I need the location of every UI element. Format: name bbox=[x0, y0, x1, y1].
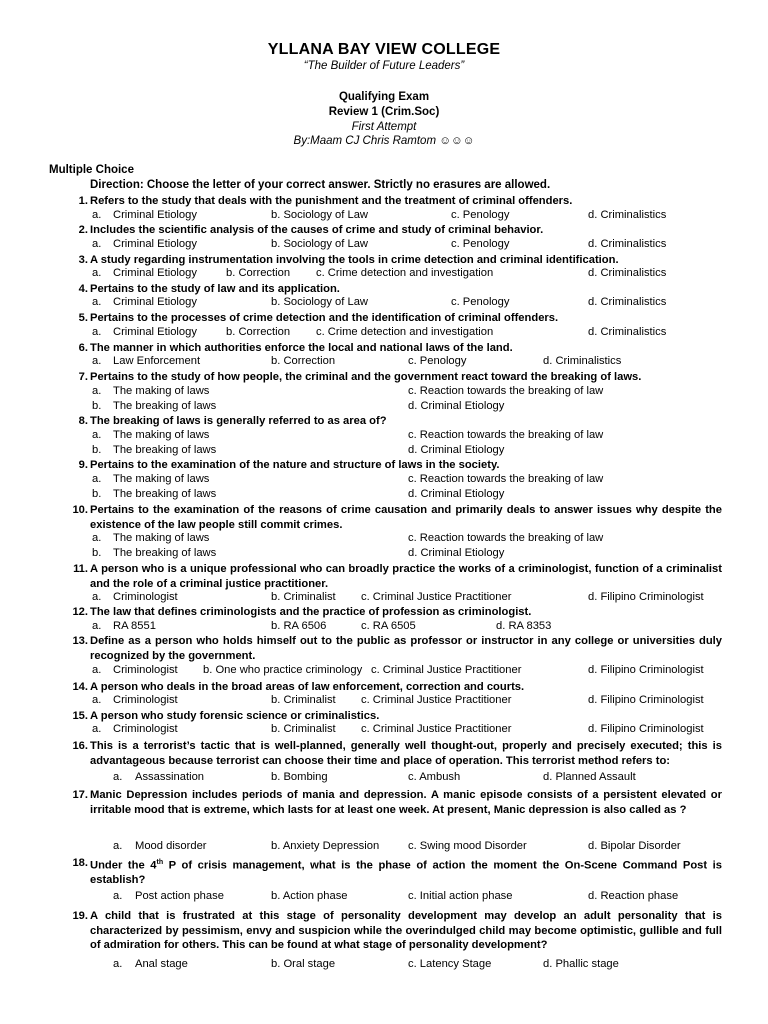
question-number: 9. bbox=[78, 459, 88, 471]
option-text: c. Crime detection and investigation bbox=[316, 267, 494, 279]
question-5 bbox=[66, 311, 722, 326]
option-text: Anal stage bbox=[135, 958, 188, 970]
option-text: Criminal Etiology bbox=[113, 326, 197, 338]
option-text: The making of laws bbox=[113, 532, 210, 544]
option-text: Criminologist bbox=[113, 694, 178, 706]
question-text: This is a terrorist’s tactic that is well-planned, generally well thought-out, properly and precisely executed; this is advantageous because terrorist can choose their time and place of operation. This terrorist method refers to: bbox=[90, 740, 722, 767]
review-title: Review 1 (Crim.Soc) bbox=[328, 106, 440, 118]
option-text: b. Sociology of Law bbox=[271, 296, 369, 308]
option-text: b. Criminalist bbox=[271, 694, 336, 706]
option-letter: a. bbox=[113, 958, 123, 970]
option-text: The breaking of laws bbox=[113, 547, 217, 559]
question-text: Define as a person who holds himself out to the public as professor or instructor in any college or universities duly recognized by the government. bbox=[90, 635, 722, 662]
question-text: The law that defines criminologists and the practice of profession as criminologist. bbox=[90, 606, 532, 618]
option-text: Criminologist bbox=[113, 723, 178, 735]
question-text: Pertains to the processes of crime detection and the identification of criminal offenders. bbox=[90, 312, 559, 324]
option-text: c. Criminal Justice Practitioner bbox=[361, 723, 512, 735]
option-letter: b. bbox=[92, 547, 102, 559]
option-text: b. Action phase bbox=[271, 890, 348, 902]
question-text: Manic Depression includes periods of mania and depression. A manic episode consists of a persistent elevated or irritable mood that is extreme, which lasts for at least one week. At present, Manic depression is also called as ? bbox=[90, 789, 722, 816]
question-11 bbox=[66, 562, 722, 591]
option-text: b. Correction bbox=[271, 355, 336, 367]
option-letter: b. bbox=[92, 400, 102, 412]
question-number: 14. bbox=[72, 681, 88, 693]
option-text: d. Planned Assault bbox=[543, 771, 636, 783]
question-number: 8. bbox=[78, 415, 88, 427]
option-letter: a. bbox=[92, 355, 102, 367]
option-text: b. Sociology of Law bbox=[271, 238, 369, 250]
question-18 bbox=[66, 856, 722, 888]
question-14 bbox=[66, 680, 722, 695]
option-letter: a. bbox=[92, 591, 102, 603]
option-text: The making of laws bbox=[113, 473, 210, 485]
option-letter: a. bbox=[113, 840, 123, 852]
question-6 bbox=[66, 341, 722, 356]
option-text: b. Criminalist bbox=[271, 723, 336, 735]
question-text: A child that is frustrated at this stage of personality development may develop an adult personality that is characterized by pessimism, envy and suspicion while the overindulged child may become optimistic, gullible and full of admiration for others. This can be found at what stage of personality development? bbox=[90, 910, 722, 952]
question-text: A person who is a unique professional who can broadly practice the works of a criminologist, function of a criminalist and the role of a criminal justice practitioner. bbox=[90, 563, 722, 590]
option-text: d. Criminalistics bbox=[588, 296, 667, 308]
option-text: c. Reaction towards the breaking of law bbox=[408, 473, 604, 485]
question-3 bbox=[66, 253, 722, 268]
question-number: 5. bbox=[78, 312, 88, 324]
option-text: c. Criminal Justice Practitioner bbox=[371, 664, 522, 676]
option-text: The breaking of laws bbox=[113, 488, 217, 500]
option-text: b. Sociology of Law bbox=[271, 209, 369, 221]
option-text: d. Criminal Etiology bbox=[408, 400, 505, 412]
option-letter: a. bbox=[92, 296, 102, 308]
question-number: 2. bbox=[78, 224, 88, 236]
option-text: d. Criminalistics bbox=[588, 238, 667, 250]
question-text: A person who study forensic science or criminalistics. bbox=[90, 710, 380, 722]
question-number: 12. bbox=[72, 606, 88, 618]
option-letter: a. bbox=[92, 385, 102, 397]
question-text: Pertains to the study of how people, the criminal and the government react toward the breaking of laws. bbox=[90, 371, 642, 383]
question-13 bbox=[66, 634, 722, 663]
question-text: The breaking of laws is generally referred to as area of? bbox=[90, 415, 387, 427]
question-16 bbox=[66, 739, 722, 768]
option-text: d. Criminalistics bbox=[543, 355, 622, 367]
attempt-label: First Attempt bbox=[351, 121, 417, 133]
question-text: Refers to the study that deals with the punishment and the treatment of criminal offenders. bbox=[90, 195, 573, 207]
option-text: d. Criminalistics bbox=[588, 326, 667, 338]
question-number: 19. bbox=[72, 910, 88, 922]
question-7 bbox=[66, 370, 722, 385]
option-letter: a. bbox=[113, 890, 123, 902]
option-text: Post action phase bbox=[135, 890, 224, 902]
question-4 bbox=[66, 282, 722, 297]
option-text: c. RA 6505 bbox=[361, 620, 416, 632]
question-text: Under the 4th P of crisis management, what is the phase of action the moment the On-Scene Command Post is establish? bbox=[90, 859, 723, 887]
option-text: Criminal Etiology bbox=[113, 209, 197, 221]
question-text: A person who deals in the broad areas of law enforcement, correction and courts. bbox=[90, 681, 525, 693]
option-text: c. Latency Stage bbox=[408, 958, 492, 970]
option-text: d. Bipolar Disorder bbox=[588, 840, 681, 852]
option-text: c. Ambush bbox=[408, 771, 461, 783]
option-text: The making of laws bbox=[113, 429, 210, 441]
option-text: c. Reaction towards the breaking of law bbox=[408, 532, 604, 544]
question-text: The manner in which authorities enforce the local and national laws of the land. bbox=[90, 342, 513, 354]
option-text: Criminal Etiology bbox=[113, 238, 197, 250]
option-letter: a. bbox=[92, 473, 102, 485]
question-10 bbox=[66, 503, 722, 532]
option-text: Criminologist bbox=[113, 664, 178, 676]
option-text: Mood disorder bbox=[135, 840, 207, 852]
option-text: d. Filipino Criminologist bbox=[588, 723, 704, 735]
option-letter: a. bbox=[92, 723, 102, 735]
option-text: RA 8551 bbox=[113, 620, 156, 632]
option-text: c. Crime detection and investigation bbox=[316, 326, 494, 338]
option-text: d. RA 8353 bbox=[496, 620, 552, 632]
question-number: 17. bbox=[72, 789, 88, 801]
exam-title: Qualifying Exam bbox=[338, 91, 430, 103]
option-letter: a. bbox=[92, 694, 102, 706]
question-15 bbox=[66, 709, 722, 724]
college-title: YLLANA BAY VIEW COLLEGE bbox=[267, 41, 501, 58]
option-text: c. Reaction towards the breaking of law bbox=[408, 429, 604, 441]
option-text: Criminal Etiology bbox=[113, 296, 197, 308]
question-text: Pertains to the examination of the reasons of crime causation and primarily deals to answer issues why despite the existence of the law people still commit crimes. bbox=[90, 504, 722, 531]
option-text: Criminal Etiology bbox=[113, 267, 197, 279]
option-letter: b. bbox=[92, 488, 102, 500]
section-heading: Multiple Choice bbox=[49, 164, 134, 176]
option-letter: a. bbox=[92, 429, 102, 441]
question-2 bbox=[66, 223, 722, 238]
question-number: 16. bbox=[72, 740, 88, 752]
option-text: c. Penology bbox=[408, 355, 467, 367]
question-19 bbox=[66, 909, 722, 953]
option-text: c. Swing mood Disorder bbox=[408, 840, 527, 852]
option-text: b. Correction bbox=[226, 267, 291, 279]
option-text: The breaking of laws bbox=[113, 400, 217, 412]
option-text: b. Oral stage bbox=[271, 958, 336, 970]
question-1 bbox=[66, 194, 722, 209]
option-letter: a. bbox=[113, 771, 123, 783]
question-number: 7. bbox=[78, 371, 88, 383]
option-text: d. Filipino Criminologist bbox=[588, 591, 704, 603]
option-letter: a. bbox=[92, 620, 102, 632]
question-17 bbox=[66, 788, 722, 817]
option-text: The breaking of laws bbox=[113, 444, 217, 456]
option-text: d. Criminal Etiology bbox=[408, 547, 505, 559]
college-motto: “The Builder of Future Leaders” bbox=[303, 60, 465, 72]
option-text: c. Initial action phase bbox=[408, 890, 513, 902]
question-9 bbox=[66, 458, 722, 473]
question-number: 4. bbox=[78, 283, 88, 295]
option-letter: b. bbox=[92, 444, 102, 456]
option-text: b. RA 6506 bbox=[271, 620, 327, 632]
option-letter: a. bbox=[92, 267, 102, 279]
question-number: 13. bbox=[72, 635, 88, 647]
question-text: A study regarding instrumentation involving the tools in crime detection and criminal identification. bbox=[90, 254, 619, 266]
option-text: b. Criminalist bbox=[271, 591, 336, 603]
option-letter: a. bbox=[92, 209, 102, 221]
option-text: d. Criminalistics bbox=[588, 267, 667, 279]
question-number: 1. bbox=[78, 195, 88, 207]
option-text: d. Criminal Etiology bbox=[408, 488, 505, 500]
option-text: d. Criminalistics bbox=[588, 209, 667, 221]
option-letter: a. bbox=[92, 238, 102, 250]
option-text: d. Phallic stage bbox=[543, 958, 619, 970]
option-text: Law Enforcement bbox=[113, 355, 201, 367]
question-8 bbox=[66, 414, 722, 429]
question-text: Pertains to the study of law and its application. bbox=[90, 283, 340, 295]
question-number: 6. bbox=[78, 342, 88, 354]
option-text: c. Reaction towards the breaking of law bbox=[408, 385, 604, 397]
option-letter: a. bbox=[92, 664, 102, 676]
question-number: 10. bbox=[72, 504, 88, 516]
question-number: 11. bbox=[73, 563, 88, 575]
option-text: c. Penology bbox=[451, 238, 510, 250]
question-number: 18. bbox=[72, 857, 88, 869]
option-text: b. Bombing bbox=[271, 771, 328, 783]
option-text: Criminologist bbox=[113, 591, 178, 603]
option-text: d. Filipino Criminologist bbox=[588, 694, 704, 706]
option-letter: a. bbox=[92, 532, 102, 544]
option-text: d. Criminal Etiology bbox=[408, 444, 505, 456]
question-number: 3. bbox=[78, 254, 88, 266]
option-text: b. Anxiety Depression bbox=[271, 840, 380, 852]
option-letter: a. bbox=[92, 326, 102, 338]
option-text: c. Penology bbox=[451, 296, 510, 308]
option-text: Assassination bbox=[135, 771, 205, 783]
option-text: d. Reaction phase bbox=[588, 890, 679, 902]
question-text: Pertains to the examination of the nature and structure of laws in the society. bbox=[90, 459, 500, 471]
question-12 bbox=[66, 605, 722, 620]
directions: Direction: Choose the letter of your correct answer. Strictly no erasures are allowed. bbox=[90, 179, 551, 191]
option-text: c. Criminal Justice Practitioner bbox=[361, 591, 512, 603]
question-text: Includes the scientific analysis of the causes of crime and study of criminal behavior. bbox=[90, 224, 544, 236]
option-text: c. Criminal Justice Practitioner bbox=[361, 694, 512, 706]
author-line: By:Maam CJ Chris Ramtom ☺☺☺ bbox=[293, 135, 475, 147]
option-text: b. One who practice criminology bbox=[203, 664, 363, 676]
question-number: 15. bbox=[72, 710, 88, 722]
option-text: The making of laws bbox=[113, 385, 210, 397]
option-text: c. Penology bbox=[451, 209, 510, 221]
option-text: d. Filipino Criminologist bbox=[588, 664, 704, 676]
option-text: b. Correction bbox=[226, 326, 291, 338]
